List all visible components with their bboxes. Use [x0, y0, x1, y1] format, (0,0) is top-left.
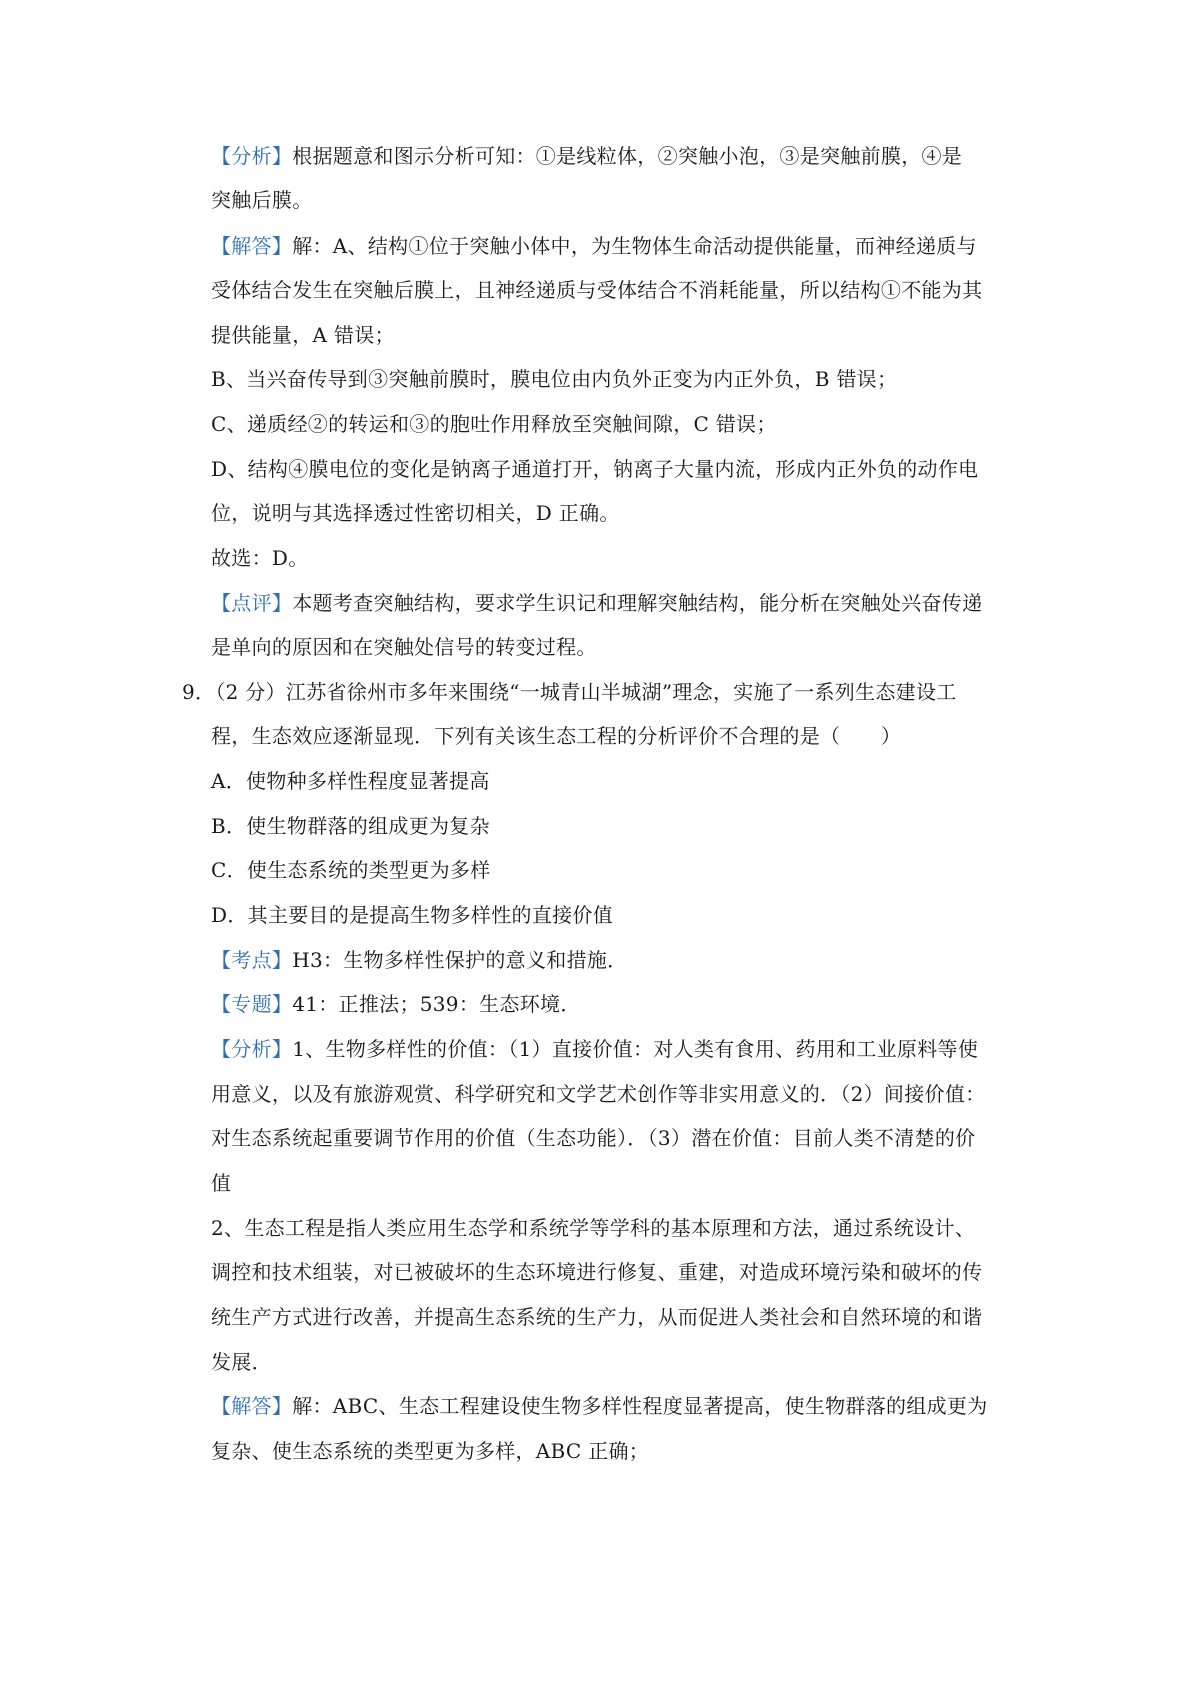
- analysis-tag: 【分析】: [211, 144, 293, 168]
- answer-text-line: 提供能量，A 错误；: [211, 323, 395, 347]
- q9-answer-tag: 【解答】: [211, 1394, 293, 1418]
- q9-analysis-line: 2、生态工程是指人类应用生态学和系统学等学科的基本原理和方法，通过系统设计、: [211, 1216, 976, 1240]
- kaodian-tag: 【考点】: [211, 948, 293, 972]
- q9-answer-text: 解：ABC、生态工程建设使生物多样性程度显著提高，使生物群落的组成更为: [292, 1394, 988, 1418]
- zhuanti-text: 41：正推法；539：生态环境．: [292, 992, 581, 1016]
- answer-conclusion: 故选：D。: [211, 546, 309, 570]
- q9-analysis-line: 调控和技术组装，对已被破坏的生态环境进行修复、重建，对造成环境污染和破坏的传: [211, 1260, 983, 1284]
- kaodian-text: H3：生物多样性保护的意义和措施．: [292, 948, 628, 972]
- answer-tag: 【解答】: [211, 234, 293, 258]
- q9-analysis-line: 值: [211, 1171, 232, 1195]
- comment-text-line: 是单向的原因和在突触处信号的转变过程。: [211, 635, 597, 659]
- answer-paragraph: [211, 228, 1021, 264]
- answer-text-line: 位，说明与其选择透过性密切相关，D 正确。: [211, 501, 620, 525]
- q9-analysis-tag: 【分析】: [211, 1037, 293, 1061]
- question-stem: 9．（2 分）江苏省徐州市多年来围绕“一城青山半城湖”理念，实施了一系列生态建设工: [182, 680, 957, 704]
- answer-text-line: 受体结合发生在突触后膜上，且神经递质与受体结合不消耗能量，所以结构①不能为其: [211, 278, 983, 302]
- q9-analysis-line: 对生态系统起重要调节作用的价值（生态功能）．（3）潜在价值：目前人类不清楚的价: [211, 1126, 976, 1150]
- comment-text: 本题考查突触结构，要求学生识记和理解突触结构，能分析在突触处兴奋传递: [292, 591, 983, 615]
- answer-text-line: D、结构④膜电位的变化是钠离子通道打开，钠离子大量内流，形成内正外负的动作电: [211, 457, 979, 481]
- option-b: B．使生物群落的组成更为复杂: [211, 814, 490, 838]
- q9-answer-line: 复杂、使生态系统的类型更为多样，ABC 正确；: [211, 1439, 650, 1463]
- q9-analysis-paragraph: [211, 1031, 1021, 1067]
- answer-text: 解：A、结构①位于突触小体中，为生物体生命活动提供能量，而神经递质与: [292, 234, 977, 258]
- q9-analysis-line: 发展．: [211, 1350, 272, 1374]
- option-d: D．其主要目的是提高生物多样性的直接价值: [211, 903, 614, 927]
- answer-text-line: C、递质经②的转运和③的胞吐作用释放至突触间隙，C 错误；: [211, 412, 777, 436]
- analysis-paragraph: [211, 138, 1021, 174]
- comment-paragraph: [211, 585, 1021, 621]
- comment-tag: 【点评】: [211, 591, 293, 615]
- option-c: C．使生态系统的类型更为多样: [211, 858, 491, 882]
- zhuanti-tag: 【专题】: [211, 992, 293, 1016]
- zhuanti-paragraph: [211, 986, 1021, 1022]
- option-a: A．使物种多样性程度显著提高: [211, 769, 490, 793]
- analysis-text-line: 突触后膜。: [211, 188, 313, 212]
- q9-answer-paragraph: [211, 1388, 1021, 1424]
- q9-analysis-line: 用意义，以及有旅游观赏、科学研究和文学艺术创作等非实用意义的．（2）间接价值：: [211, 1082, 986, 1106]
- q9-analysis-line: 统生产方式进行改善，并提高生态系统的生产力，从而促进人类社会和自然环境的和谐: [211, 1305, 983, 1329]
- analysis-text: 根据题意和图示分析可知：①是线粒体，②突触小泡，③是突触前膜，④是: [292, 144, 963, 168]
- kaodian-paragraph: [211, 942, 1021, 978]
- q9-analysis-text: 1、生物多样性的价值：（1）直接价值：对人类有食用、药用和工业原料等使: [292, 1037, 979, 1061]
- answer-text-line: B、当兴奋传导到③突触前膜时，膜电位由内负外正变为内正外负，B 错误；: [211, 367, 898, 391]
- question-stem-line: 程，生态效应逐渐显现．下列有关该生态工程的分析评价不合理的是（ ）: [211, 724, 902, 748]
